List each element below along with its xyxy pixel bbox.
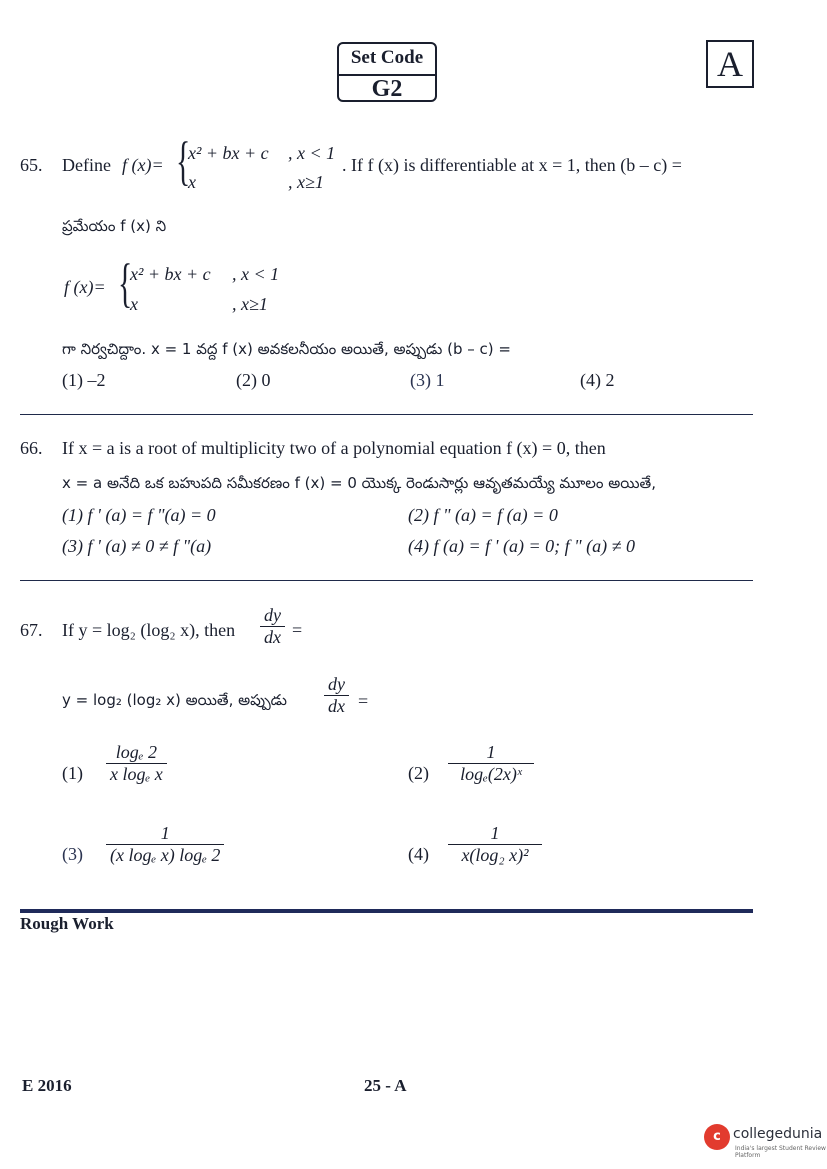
q67-option-1-numerator: logₑ 2 bbox=[115, 742, 157, 762]
q67-number: 67. bbox=[20, 620, 43, 640]
q65-option-4: (4) 2 bbox=[580, 370, 615, 390]
q67-te-dy: dy bbox=[328, 674, 345, 694]
q65-te-fx: f (x)= bbox=[64, 277, 106, 297]
q65-telugu-stem: గా నిర్వచిద్దాం. x = 1 వద్ద f (x) అవకలనీయం అయితే, అప్పుడు (b – c) = bbox=[62, 340, 511, 358]
q66-option-4: (4) f (a) = f ' (a) = 0; f " (a) ≠ 0 bbox=[408, 536, 636, 556]
page-number: 25 - A bbox=[364, 1076, 407, 1095]
q65-stem-tail: . If f (x) is differentiable at x = 1, then (b – c) = bbox=[342, 155, 682, 175]
q67-option-4 bbox=[448, 823, 542, 866]
q65-case1-expr: x² + bx + c bbox=[188, 143, 269, 163]
q67-option-2-label: (2) bbox=[408, 763, 429, 783]
q67-stem: If y = log₂ (log₂ x), then bbox=[62, 620, 236, 640]
q65-define: Define bbox=[62, 155, 111, 175]
q65-te-brace: { bbox=[118, 253, 133, 313]
q67-option-1-denominator: x logₑ x bbox=[106, 763, 167, 785]
q65-case2-expr: x bbox=[188, 172, 196, 192]
collegedunia-logo-icon: c bbox=[704, 1124, 730, 1150]
q67-option-2-numerator: 1 bbox=[486, 742, 496, 762]
q65-brace: { bbox=[176, 131, 191, 191]
q67-option-3 bbox=[106, 823, 224, 866]
q67-option-2 bbox=[448, 742, 534, 785]
divider bbox=[20, 580, 753, 581]
q65-case1-cond: , x < 1 bbox=[288, 143, 336, 163]
q67-option-4-denominator: x(log₂ x)² bbox=[448, 844, 542, 866]
q65-te-case2-cond: , x≥1 bbox=[232, 294, 268, 314]
q66-option-3: (3) f ' (a) ≠ 0 ≠ f "(a) bbox=[62, 536, 212, 556]
q65-case2-cond: , x≥1 bbox=[288, 172, 324, 192]
q67-te-derivative bbox=[324, 674, 349, 717]
set-code-box bbox=[337, 42, 437, 102]
q67-option-4-label: (4) bbox=[408, 844, 429, 864]
q65-telugu-intro: ప్రమేయం f (x) ని bbox=[62, 217, 167, 235]
q65-option-2: (2) 0 bbox=[236, 370, 271, 390]
rough-work-divider bbox=[20, 909, 753, 913]
collegedunia-wordmark: collegedunia bbox=[733, 1126, 823, 1142]
q65-te-case1-cond: , x < 1 bbox=[232, 264, 280, 284]
q67-dy: dy bbox=[264, 605, 281, 625]
q67-option-4-numerator: 1 bbox=[490, 823, 500, 843]
q65-number: 65. bbox=[20, 155, 43, 175]
q67-option-3-label: (3) bbox=[62, 844, 83, 864]
q65-option-1: (1) –2 bbox=[62, 370, 106, 390]
q67-derivative bbox=[260, 605, 285, 648]
collegedunia-tagline: India's largest Student Review Platform bbox=[735, 1145, 826, 1159]
q67-option-3-numerator: 1 bbox=[160, 823, 170, 843]
q66-stem: If x = a is a root of multiplicity two of a polynomial equation f (x) = 0, then bbox=[62, 438, 606, 458]
q65-fx: f (x)= bbox=[122, 155, 164, 175]
divider bbox=[20, 414, 753, 415]
set-code-label: Set Code bbox=[350, 47, 424, 68]
q67-dx: dx bbox=[260, 626, 285, 648]
q65-te-case1-expr: x² + bx + c bbox=[130, 264, 211, 284]
q67-option-3-denominator: (x logₑ x) logₑ 2 bbox=[106, 844, 224, 866]
q65-te-case2-expr: x bbox=[130, 294, 138, 314]
q67-equals: = bbox=[292, 620, 303, 640]
q66-option-1: (1) f ' (a) = f "(a) = 0 bbox=[62, 505, 216, 525]
q67-option-1-label: (1) bbox=[62, 763, 83, 783]
q67-telugu-stem: y = log₂ (log₂ x) అయితే, అప్పుడు bbox=[62, 691, 287, 709]
q66-option-2: (2) f " (a) = f (a) = 0 bbox=[408, 505, 558, 525]
q66-telugu-stem: x = a అనేది ఒక బహుపది సమీకరణం f (x) = 0 యొక్క రెండుసార్లు ఆవృతమయ్యే మూలం అయితే, bbox=[62, 474, 656, 492]
set-code-value: G2 bbox=[371, 76, 403, 102]
q65-option-3: (3) 1 bbox=[410, 370, 445, 390]
q67-option-1 bbox=[106, 742, 167, 785]
q67-option-2-denominator: logₑ(2x)ˣ bbox=[448, 763, 534, 785]
booklet-variant: A bbox=[706, 40, 754, 88]
rough-work-label: Rough Work bbox=[20, 914, 114, 933]
q66-number: 66. bbox=[20, 438, 43, 458]
q67-te-dx: dx bbox=[324, 695, 349, 717]
q67-te-equals: = bbox=[358, 691, 369, 711]
exam-code: E 2016 bbox=[22, 1076, 72, 1095]
